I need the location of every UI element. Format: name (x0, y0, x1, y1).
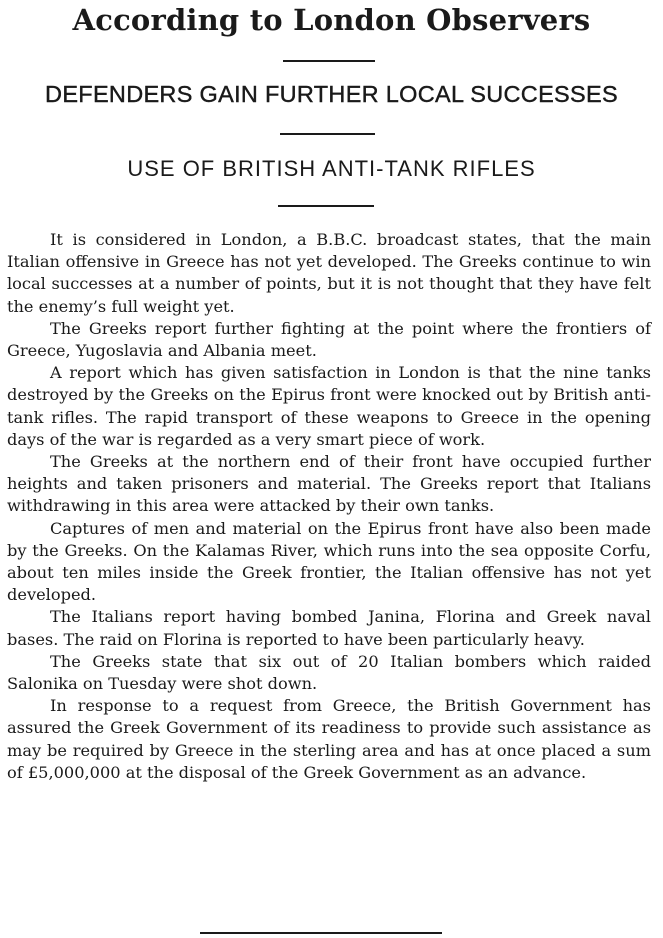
subheadline-secondary: USE OF BRITISH ANTI-TANK RIFLES (127, 156, 536, 181)
divider-rule (278, 205, 374, 207)
divider-rule (283, 60, 375, 62)
subheadline: DEFENDERS GAIN FURTHER LOCAL SUCCESSES (45, 81, 618, 107)
headline: According to London Observers (72, 3, 591, 37)
paragraph: The Italians report having bombed Janina, Florina and Greek naval bases. The raid on Florina is reported to have been particularly heavy. (7, 607, 651, 649)
paragraph: It is considered in London, a B.B.C. broadcast states, that the main Italian offensive in Greece has not yet developed. The Greeks continue to win local successes at a number of points, but it is not thought that they have felt the enemy’s full weight yet. (7, 230, 651, 316)
paragraph: The Greeks at the northern end of their front have occupied further heights and taken prisoners and material. The Greeks report that Italians withdrawing in this area were attacked by their own tanks. (7, 452, 651, 516)
divider-rule (280, 133, 375, 135)
article-body (7, 229, 651, 784)
paragraph: The Greeks report further fighting at the point where the frontiers of Greece, Yugoslavia and Albania meet. (7, 318, 651, 361)
paragraph: In response to a request from Greece, the British Government has assured the Greek Government of its readiness to provide such assistance as may be required by Greece in the sterling area and has at once placed a sum of £5,000,000 at the disposal of the Greek Government as an advance. (7, 696, 651, 782)
paragraph: Captures of men and material on the Epirus front have also been made by the Greeks. On the Kalamas River, which runs into the sea opposite Corfu, about ten miles inside the Greek frontier, the Italian offensive has not yet developed. (7, 518, 651, 605)
paragraph: A report which has given satisfaction in London is that the nine tanks destroyed by the Greeks on the Epirus front were knocked out by British anti-tank rifles. The rapid transport of these weapons to Greece in the opening days of the war is regarded as a very smart piece of work. (7, 363, 651, 449)
end-rule (200, 932, 442, 934)
paragraph: The Greeks state that six out of 20 Italian bombers which raided Salonika on Tuesday were shot down. (7, 651, 651, 694)
